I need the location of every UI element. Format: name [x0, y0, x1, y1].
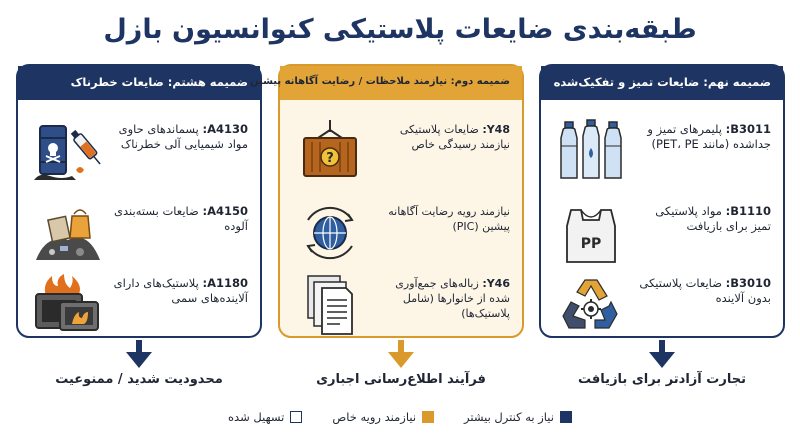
legend-label: نیاز به کنترل بیشتر	[464, 410, 554, 424]
item-code: Y48:	[482, 123, 510, 136]
bottles-icon	[555, 118, 627, 184]
legend-item-facilitated	[228, 410, 302, 424]
item-b3011	[549, 116, 775, 186]
panel-header-prior-consent: ضمیمه دوم: نیازمند ملاحظات / رضایت آگاهانه پیشین	[280, 66, 522, 100]
item-label: ضایعات پلاستیکی نیازمند رسیدگی خاص	[399, 123, 510, 151]
arrow-down-icon	[124, 340, 154, 370]
panel-prior-consent	[250, 64, 524, 338]
arrow-down-icon	[386, 340, 416, 370]
panel-header-clean-waste: ضمیمه نهم: ضایعات تمیز و تفکیک‌شده	[541, 66, 783, 100]
svg-text:?: ?	[326, 151, 334, 166]
arrow-down-icon	[647, 340, 677, 370]
legend-swatch-navy	[560, 411, 572, 423]
outcome-clean-waste: تجارت آزادتر برای بازیافت	[578, 372, 746, 387]
item-a1180	[26, 270, 252, 340]
legend	[0, 410, 800, 424]
item-code: B3011:	[725, 122, 771, 136]
panel-header-hazardous: ضمیمه هشتم: ضایعات خطرناک	[18, 66, 260, 100]
item-label: پسماندهای حاوی مواد شیمیایی آلی خطرناک	[118, 122, 248, 151]
item-b1110	[549, 198, 775, 268]
contaminated-waste-pile-icon	[32, 200, 104, 266]
item-b3010	[549, 270, 775, 340]
outcome-prior-consent: فرآیند اطلاع‌رسانی اجباری	[316, 372, 486, 387]
legend-label: تسهیل شده	[228, 410, 285, 424]
item-code: B1110:	[725, 204, 771, 218]
outcome-hazardous: محدودیت شدید / ممنوعیت	[55, 372, 223, 387]
item-label: نیازمند رویه رضایت آگاهانه پیشین (PIC)	[388, 205, 510, 233]
documents-icon	[294, 272, 366, 338]
panel-hazardous	[16, 64, 262, 338]
item-label: ضایعات پلاستیکی بدون آلاینده	[639, 276, 771, 305]
item-label: ضایعات بسته‌بندی آلوده	[114, 204, 248, 233]
svg-text:PP: PP	[580, 236, 602, 252]
legend-swatch-hollow	[290, 411, 302, 423]
item-label: مواد پلاستیکی تمیز برای بازیافت	[655, 204, 771, 233]
legend-label: نیازمند رویه خاص	[332, 410, 417, 424]
item-label: پلیمرهای تمیز و جداشده (مانند PET، PE)	[647, 122, 771, 151]
pp-bag-icon	[555, 200, 627, 266]
item-y48	[288, 116, 514, 186]
item-code: Y46:	[482, 277, 510, 290]
item-a4150	[26, 198, 252, 268]
item-y46	[288, 270, 514, 340]
item-code: A4150:	[202, 204, 248, 218]
item-label: زباله‌های جمع‌آوری شده از خانوارها (شامل پلاستیک‌ها)	[395, 277, 510, 320]
globe-arrows-icon	[294, 200, 366, 266]
item-code: B3010:	[725, 276, 771, 290]
diagram-title: طبقه‌بندی ضایعات پلاستیکی کنوانسیون بازل	[103, 14, 697, 45]
legend-item-special-procedure	[332, 410, 434, 424]
burning-electronics-icon	[32, 272, 104, 338]
item-label: پلاستیک‌های دارای آلاینده‌های سمی	[113, 276, 248, 305]
legend-item-more-control	[464, 410, 572, 424]
question-container-icon	[294, 118, 366, 184]
panel-clean-waste	[539, 64, 785, 338]
item-code: A4130:	[202, 122, 248, 136]
legend-swatch-gold	[422, 411, 434, 423]
item-code: A1180:	[202, 276, 248, 290]
item-a4130	[26, 116, 252, 186]
recycle-icon	[555, 272, 627, 338]
item-pic	[288, 198, 514, 268]
toxic-barrel-icon	[32, 118, 104, 184]
